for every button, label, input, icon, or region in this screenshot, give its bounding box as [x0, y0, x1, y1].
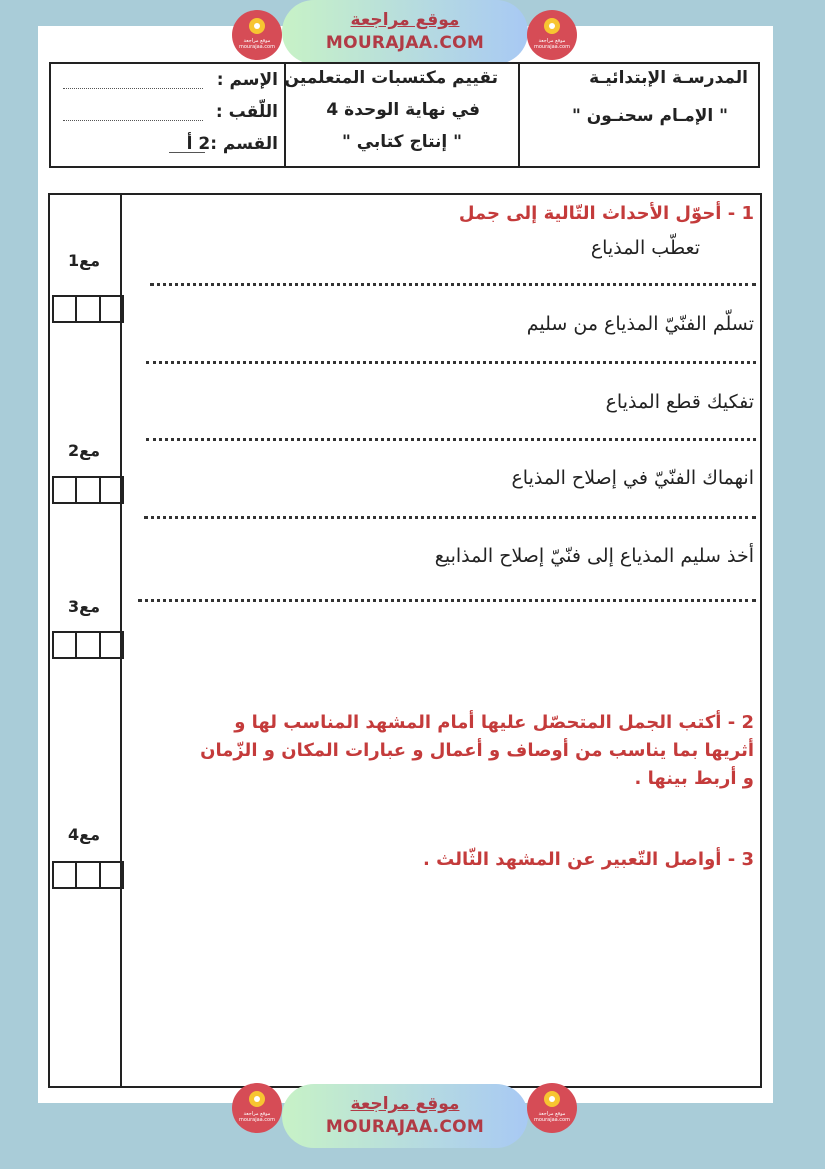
- evaluation-subject: " إنتاج كتابي ": [341, 132, 462, 152]
- banner-english-text[interactable]: MOURAJAA.COM: [325, 1117, 485, 1137]
- question-2-text: 2 - أكتب الجمل المتحصّل عليها أمام المشهد المناسب لها و أثريها بما يناسب من أوصاف و أعمال و عبارات المكان و الزّمان و أربط بينها .: [200, 712, 754, 789]
- logo-badge-right-bottom: موقع مراجعة mourajaa.com: [527, 1083, 577, 1133]
- criterion-score-boxes-1[interactable]: [52, 295, 124, 323]
- answer-line-5[interactable]: [138, 599, 756, 602]
- answer-line-2[interactable]: [146, 361, 756, 364]
- event-item-5: أخذ سليم المذياع إلى فنّيّ إصلاح المذابيع: [434, 545, 754, 567]
- name-label: الإسم :: [216, 70, 278, 90]
- school-label: المدرسـة الإبتدائيـة: [589, 68, 748, 88]
- event-item-3: تفكيك قطع المذياع: [605, 391, 754, 413]
- question-1-title: 1 - أحوّل الأحداث التّالية إلى جمل: [458, 203, 754, 224]
- logo-badge-left-bottom: موقع مراجعة mourajaa.com: [232, 1083, 282, 1133]
- banner-arabic-text[interactable]: موقع مراجعة: [350, 1094, 460, 1114]
- question-3-title: 3 - أواصل التّعبير عن المشهد الثّالث .: [423, 849, 754, 870]
- criterion-label-2: مع2: [68, 441, 100, 460]
- answer-line-4[interactable]: [144, 516, 756, 519]
- criterion-label-3: مع3: [68, 597, 100, 616]
- criterion-score-boxes-3[interactable]: [52, 631, 124, 659]
- school-name: " الإمـام سحنـون ": [571, 106, 728, 126]
- surname-label: اللّقب :: [215, 102, 278, 122]
- surname-line[interactable]: [63, 120, 203, 121]
- criterion-label-1: مع1: [68, 251, 100, 270]
- exercise-area: [48, 193, 762, 1088]
- criterion-label-4: مع4: [68, 825, 100, 844]
- criterion-score-boxes-2[interactable]: [52, 476, 124, 504]
- name-line[interactable]: [63, 88, 203, 89]
- class-label: القسم :2 أ: [186, 134, 278, 154]
- event-item-2: تسلّم الفنّيّ المذياع من سليم: [526, 313, 754, 335]
- event-item-1: تعطّب المذياع: [590, 237, 700, 259]
- header-table: [49, 62, 760, 168]
- logo-badge-left-top: موقع مراجعة mourajaa.com: [232, 10, 282, 60]
- banner-arabic-text[interactable]: موقع مراجعة: [350, 10, 460, 30]
- answer-line-1[interactable]: [150, 283, 756, 286]
- criterion-score-boxes-4[interactable]: [52, 861, 124, 889]
- logo-badge-right-top: موقع مراجعة mourajaa.com: [527, 10, 577, 60]
- answer-line-3[interactable]: [146, 438, 756, 441]
- event-item-4: انهماك الفنّيّ في إصلاح المذياع: [511, 467, 754, 489]
- banner-english-text[interactable]: MOURAJAA.COM: [325, 33, 485, 53]
- class-line[interactable]: [169, 152, 205, 153]
- evaluation-title: تقييم مكتسبات المتعلمين: [284, 68, 498, 88]
- site-banner-bottom[interactable]: [282, 1084, 528, 1148]
- evaluation-unit: في نهاية الوحدة 4: [326, 100, 480, 120]
- site-banner-top[interactable]: [282, 0, 528, 64]
